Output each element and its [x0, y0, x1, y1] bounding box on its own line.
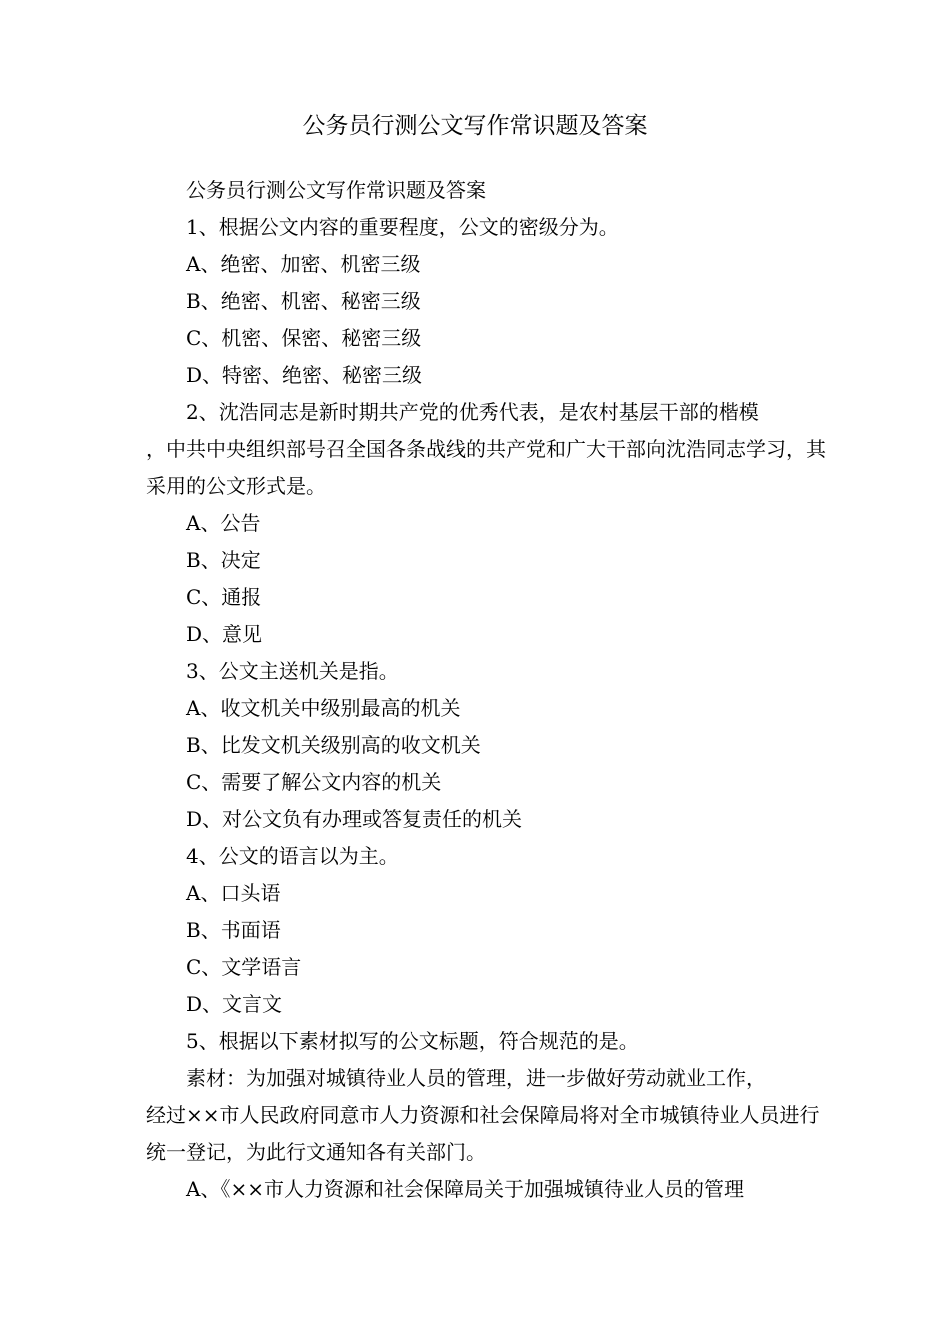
material-paragraph	[146, 1060, 820, 1171]
question-1: 1、根据公文内容的重要程度，公文的密级分为。	[186, 215, 619, 239]
question-5: 5、根据以下素材拟写的公文标题，符合规范的是。	[186, 1029, 639, 1053]
option-2a: A、公告	[186, 511, 261, 535]
option-3a: A、收文机关中级别最高的机关	[186, 696, 461, 720]
option-1d: D、特密、绝密、秘密三级	[186, 363, 423, 387]
option-4d: D、文言文	[186, 992, 283, 1016]
question-2	[146, 394, 826, 505]
option-1a: A、绝密、加密、机密三级	[186, 252, 421, 276]
option-2d: D、意见	[186, 622, 263, 646]
option-1b: B、绝密、机密、秘密三级	[186, 289, 421, 313]
text-line: 采用的公文形式是。	[146, 474, 326, 498]
text-line: 经过××市人民政府同意市人力资源和社会保障局将对全市城镇待业人员进行	[146, 1103, 820, 1127]
text-line: ，中共中央组织部号召全国各条战线的共产党和广大干部向沈浩同志学习，其	[146, 437, 826, 461]
subtitle-paragraph: 公务员行测公文写作常识题及答案	[186, 178, 486, 202]
option-3d: D、对公文负有办理或答复责任的机关	[186, 807, 523, 831]
option-1c: C、机密、保密、秘密三级	[186, 326, 422, 350]
text-line: 统一登记，为此行文通知各有关部门。	[146, 1140, 486, 1164]
question-3: 3、公文主送机关是指。	[186, 659, 399, 683]
option-5a: A、《××市人力资源和社会保障局关于加强城镇待业人员的管理	[186, 1177, 744, 1201]
question-4: 4、公文的语言以为主。	[186, 844, 399, 868]
text-line: 素材：为加强对城镇待业人员的管理，进一步做好劳动就业工作，	[186, 1066, 766, 1090]
document-body	[146, 172, 826, 1208]
option-2c: C、通报	[186, 585, 262, 609]
option-4a: A、口头语	[186, 881, 281, 905]
option-4b: B、书面语	[186, 918, 281, 942]
option-4c: C、文学语言	[186, 955, 302, 979]
option-3b: B、比发文机关级别高的收文机关	[186, 733, 481, 757]
option-3c: C、需要了解公文内容的机关	[186, 770, 442, 794]
text-line: 2、沈浩同志是新时期共产党的优秀代表，是农村基层干部的楷模	[186, 400, 759, 424]
document-title: 公务员行测公文写作常识题及答案	[302, 113, 648, 139]
option-2b: B、决定	[186, 548, 261, 572]
